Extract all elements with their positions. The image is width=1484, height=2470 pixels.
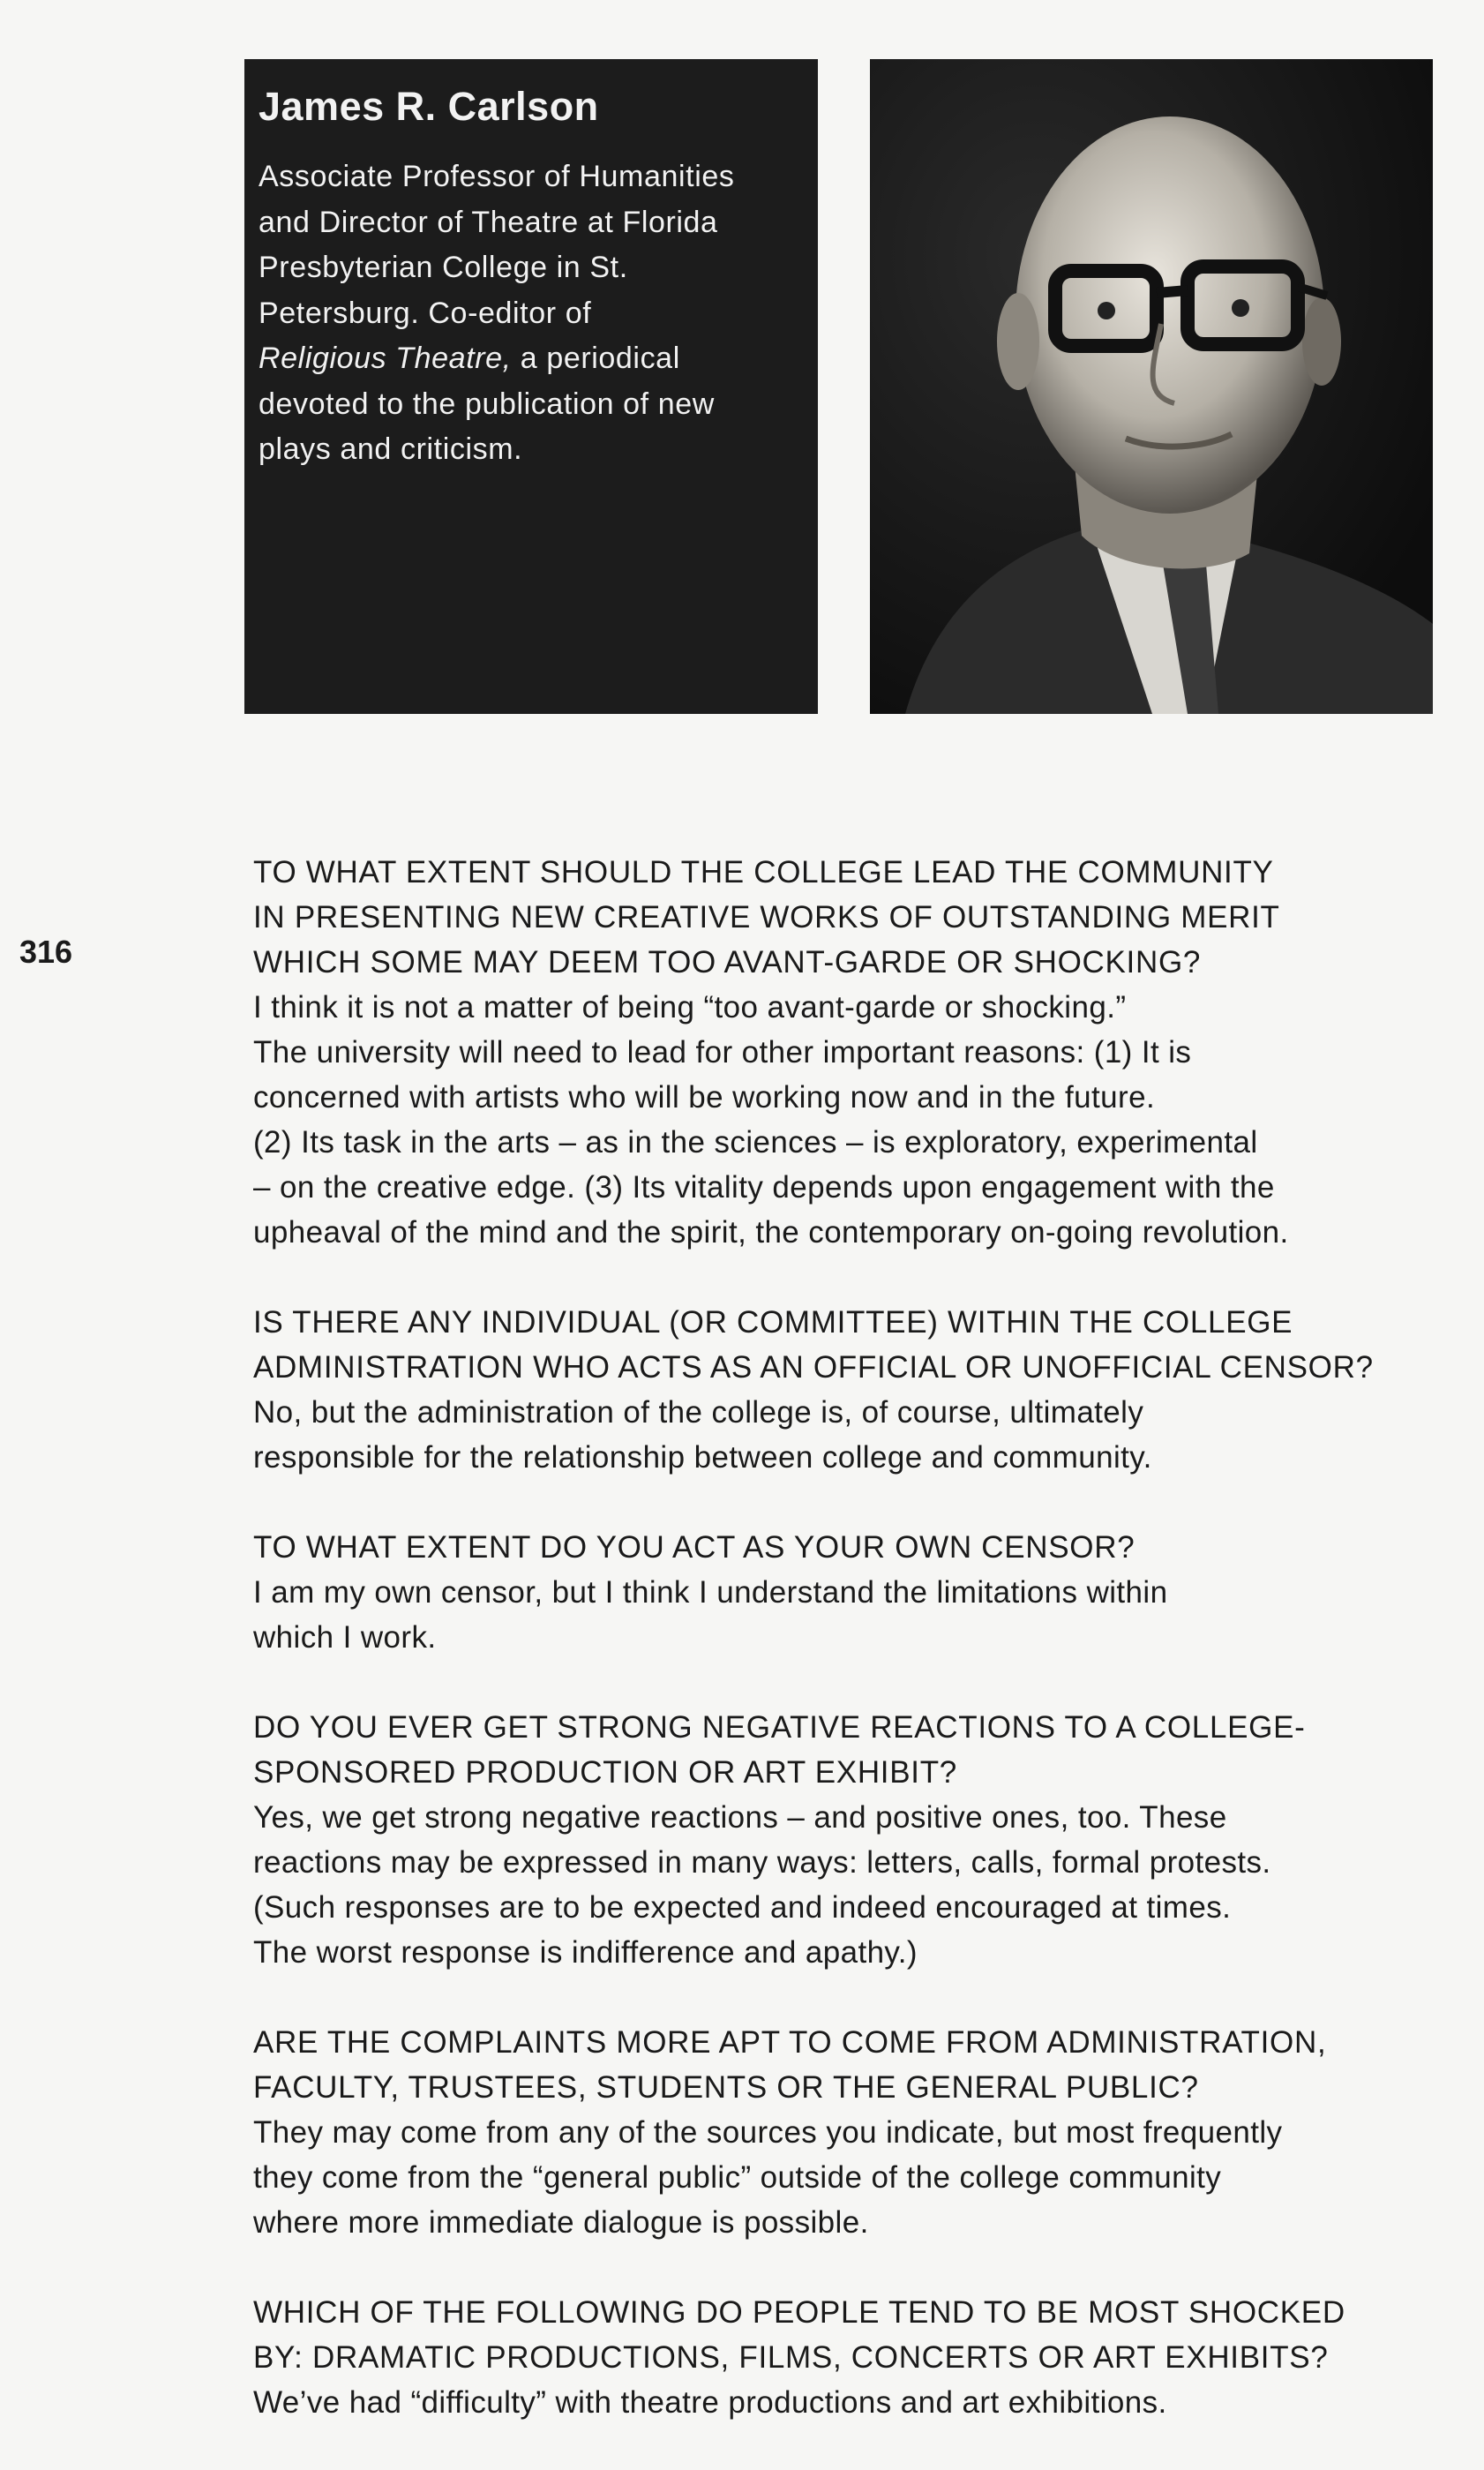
answer-line: (Such responses are to be expected and indeed encouraged at times. [253, 1890, 1232, 1925]
interview-content [253, 850, 1435, 2470]
answer-line: Yes, we get strong negative reactions – and positive ones, too. These [253, 1800, 1227, 1835]
portrait-illustration [870, 59, 1433, 714]
answer-line: concerned with artists who will be working now and in the future. [253, 1080, 1156, 1115]
question-line: DO YOU EVER GET STRONG NEGATIVE REACTIONS TO A COLLEGE- [253, 1710, 1306, 1745]
qa-item [253, 1705, 1435, 1975]
question [253, 1300, 1435, 1390]
answer-line: They may come from any of the sources you indicate, but most frequently [253, 2115, 1283, 2150]
bio-line: Associate Professor of Humanities [259, 160, 735, 193]
answer-line: where more immediate dialogue is possible. [253, 2205, 869, 2240]
qa-item [253, 1525, 1435, 1660]
author-portrait-photo [870, 59, 1433, 714]
qa-item [253, 2020, 1435, 2245]
author-bio-text [259, 154, 800, 473]
answer [253, 1795, 1435, 1975]
bio-line-periodical [259, 336, 800, 382]
answer-line: upheaval of the mind and the spirit, the contemporary on-going revolution. [253, 1215, 1289, 1250]
question-line: WHICH OF THE FOLLOWING DO PEOPLE TEND TO BE MOST SHOCKED [253, 2295, 1345, 2330]
answer-line: which I work. [253, 1620, 437, 1655]
answer-line: reactions may be expressed in many ways: letters, calls, formal protests. [253, 1845, 1271, 1880]
question [253, 2020, 1435, 2110]
answer-line: The worst response is indifference and apathy.) [253, 1935, 918, 1970]
answer-line: they come from the “general public” outside of the college community [253, 2160, 1222, 2195]
answer [253, 1390, 1435, 1480]
question-line: FACULTY, TRUSTEES, STUDENTS OR THE GENERAL PUBLIC? [253, 2070, 1199, 2105]
qa-item [253, 1300, 1435, 1480]
answer [253, 985, 1435, 1255]
answer-line: responsible for the relationship between college and community. [253, 1440, 1152, 1475]
page-number: 316 [19, 934, 73, 970]
answer-line: I think it is not a matter of being “too avant-garde or shocking.” [253, 990, 1127, 1025]
answer-line: (2) Its task in the arts – as in the sciences – is exploratory, experimental [253, 1125, 1258, 1160]
answer [253, 2110, 1435, 2245]
bio-line: devoted to the publication of new [259, 387, 715, 421]
answer-line: The university will need to lead for other important reasons: (1) It is [253, 1035, 1192, 1070]
qa-item [253, 850, 1435, 1255]
bio-line: Petersburg. Co-editor of [259, 296, 592, 330]
bio-line: plays and criticism. [259, 432, 523, 466]
question-line: WHICH SOME MAY DEEM TOO AVANT-GARDE OR SHOCKING? [253, 945, 1202, 980]
question-line: SPONSORED PRODUCTION OR ART EXHIBIT? [253, 1755, 957, 1790]
bio-line: and Director of Theatre at Florida [259, 205, 718, 239]
question-line: ADMINISTRATION WHO ACTS AS AN OFFICIAL OR UNOFFICIAL CENSOR? [253, 1350, 1374, 1385]
question [253, 2290, 1435, 2380]
answer [253, 1570, 1435, 1660]
bio-line-rest: a periodical [520, 342, 680, 375]
answer-line: No, but the administration of the college is, of course, ultimately [253, 1395, 1144, 1430]
question [253, 1705, 1435, 1795]
question-line: IN PRESENTING NEW CREATIVE WORKS OF OUTSTANDING MERIT [253, 900, 1280, 935]
answer-line: I am my own censor, but I think I understand the limitations within [253, 1575, 1168, 1610]
question-line: IS THERE ANY INDIVIDUAL (OR COMMITTEE) WITHIN THE COLLEGE [253, 1305, 1293, 1340]
answer-line: We’ve had “difficulty” with theatre productions and art exhibitions. [253, 2385, 1167, 2420]
question [253, 1525, 1435, 1570]
periodical-title: Religious Theatre, [259, 342, 512, 375]
author-name: James R. Carlson [259, 84, 599, 129]
qa-item [253, 2290, 1435, 2425]
question-line: BY: DRAMATIC PRODUCTIONS, FILMS, CONCERTS OR ART EXHIBITS? [253, 2340, 1329, 2375]
question-line: ARE THE COMPLAINTS MORE APT TO COME FROM ADMINISTRATION, [253, 2025, 1327, 2060]
bio-line: Presbyterian College in St. [259, 251, 628, 284]
answer-line: – on the creative edge. (3) Its vitality depends upon engagement with the [253, 1170, 1275, 1205]
answer [253, 2380, 1435, 2425]
author-bio-box [244, 59, 818, 714]
question [253, 850, 1435, 985]
question-line: TO WHAT EXTENT SHOULD THE COLLEGE LEAD THE COMMUNITY [253, 855, 1274, 890]
question-line: TO WHAT EXTENT DO YOU ACT AS YOUR OWN CENSOR? [253, 1530, 1135, 1565]
